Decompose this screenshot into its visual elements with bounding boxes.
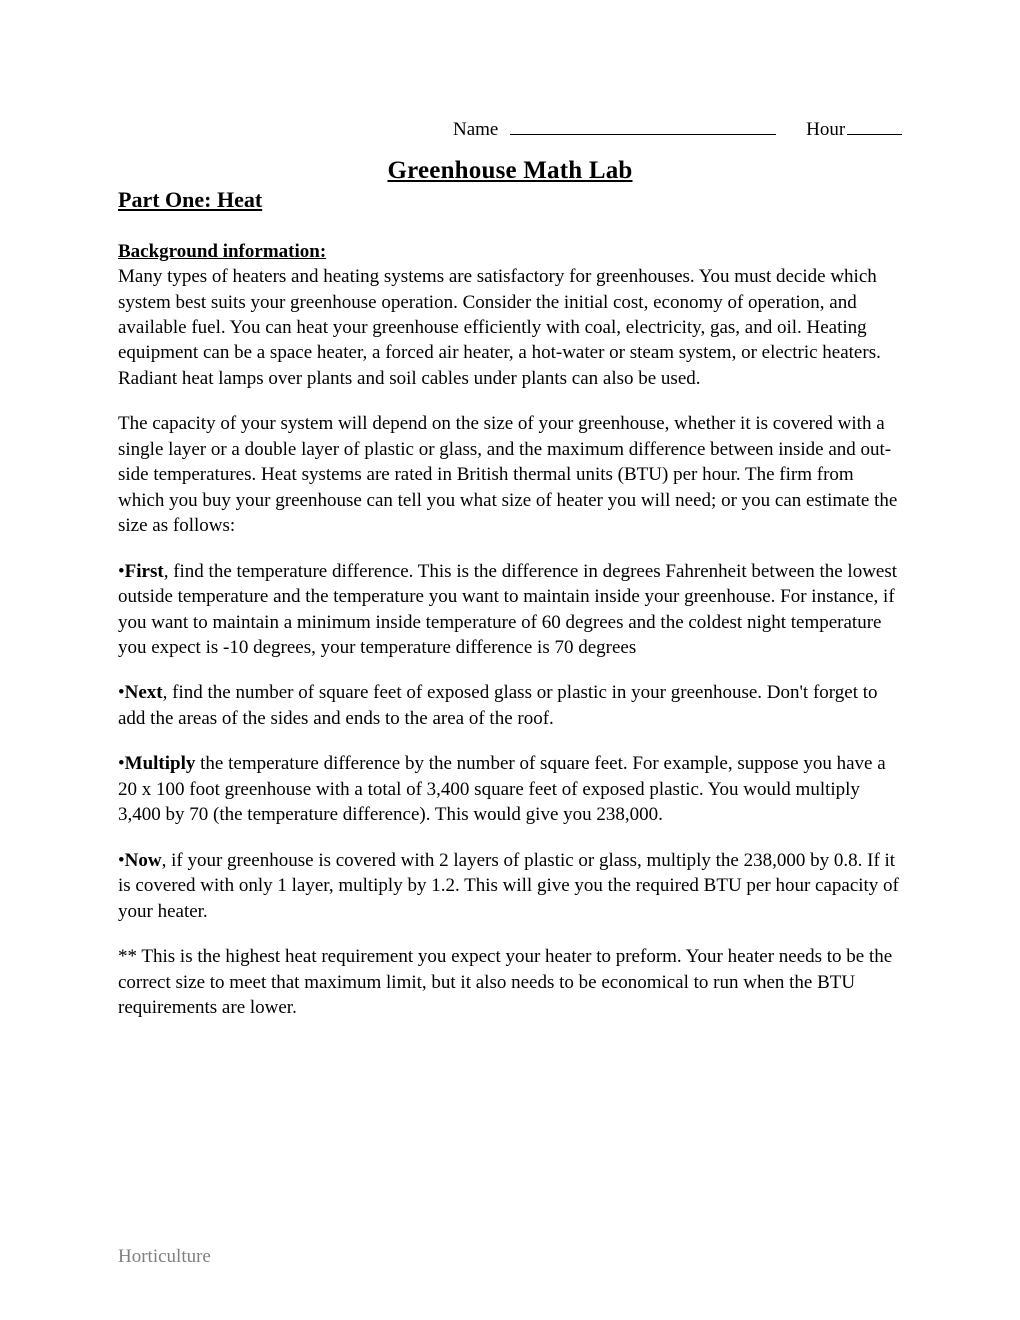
bullet-now-text: , if your greenhouse is covered with 2 layers of plastic or glass, multiply the 238,000 by 0.8. If it is covered with only 1 layer, multiply by 1.2. This will give you the required BTU per hour capacity of your heater. [118, 849, 899, 922]
bullet-multiply-text: the temperature difference by the number of square feet. For example, suppose you have a 20 x 100 foot greenhouse with a total of 3,400 square feet of exposed plastic. You would multiply 3,400 by 70 (the temperature difference). This would give you 238,000. [118, 753, 886, 826]
page-footer: Horticulture [118, 1246, 211, 1267]
paragraph-capacity: The capacity of your system will depend on the size of your greenhouse, whether it is covered with a single layer or a double layer of plastic or glass, and the maximum difference between inside and out- side temperatures. Heat systems are rated in British thermal units (BTU) per hour. The firm from which you buy your greenhouse can tell you what size of heater you will need; or you can estimate the size as follows: [118, 413, 898, 537]
section-title-part-one: Part One: Heat [118, 187, 263, 212]
bullet-first-text: , find the temperature difference. This is the difference in degrees Fahrenheit between the lowest outside temperature and the temperature you want to maintain inside your greenhouse. For instance, if you want to maintain a minimum inside temperature of 60 degrees and the coldest night temperature you expect is -10 degrees, your temperature difference is 70 degrees [118, 560, 898, 658]
name-blank-rule[interactable] [510, 133, 776, 135]
bullet-marker-now: • [118, 849, 125, 871]
bullet-first [118, 559, 902, 661]
name-label: Name [453, 119, 499, 140]
background-information-heading: Background information: [118, 241, 327, 262]
bullet-marker-multiply: • [118, 753, 125, 775]
bullet-multiply-keyword: Multiply [124, 753, 196, 775]
name-hour-header [453, 120, 902, 139]
bullet-multiply [118, 751, 902, 827]
bullet-now-keyword: Now [124, 849, 162, 871]
bullet-marker-next: • [118, 682, 125, 704]
hour-blank-rule[interactable] [847, 133, 902, 135]
bullet-next [118, 680, 902, 731]
bullet-next-text: , find the number of square feet of exposed glass or plastic in your greenhouse. Don't forget to add the areas of the sides and ends to the area of the roof. [118, 682, 878, 729]
hour-label: Hour [806, 119, 846, 140]
bullet-now [118, 848, 902, 924]
bullet-marker-first: • [118, 560, 125, 582]
paragraph-heating-systems: Many types of heaters and heating systems are satisfactory for greenhouses. You must decide which system best suits your greenhouse operation. Consider the initial cost, economy of operation, and available fuel. You can heat your greenhouse efficiently with coal, electricity, gas, and oil. Heating equipment can be a space heater, a forced air heater, a hot-water or steam system, or electric heaters. Radiant heat lamps over plants and soil cables under plants can also be used. [118, 266, 881, 389]
bullet-next-keyword: Next [124, 682, 163, 704]
page-title: Greenhouse Math Lab [387, 157, 633, 184]
note-highest-heat-requirement: ** This is the highest heat requirement you expect your heater to preform. Your heater needs to be the correct size to meet that maximum limit, but it also needs to be economical to run when the BTU requirements are lower. [118, 946, 893, 1018]
bullet-first-keyword: First [124, 560, 164, 582]
